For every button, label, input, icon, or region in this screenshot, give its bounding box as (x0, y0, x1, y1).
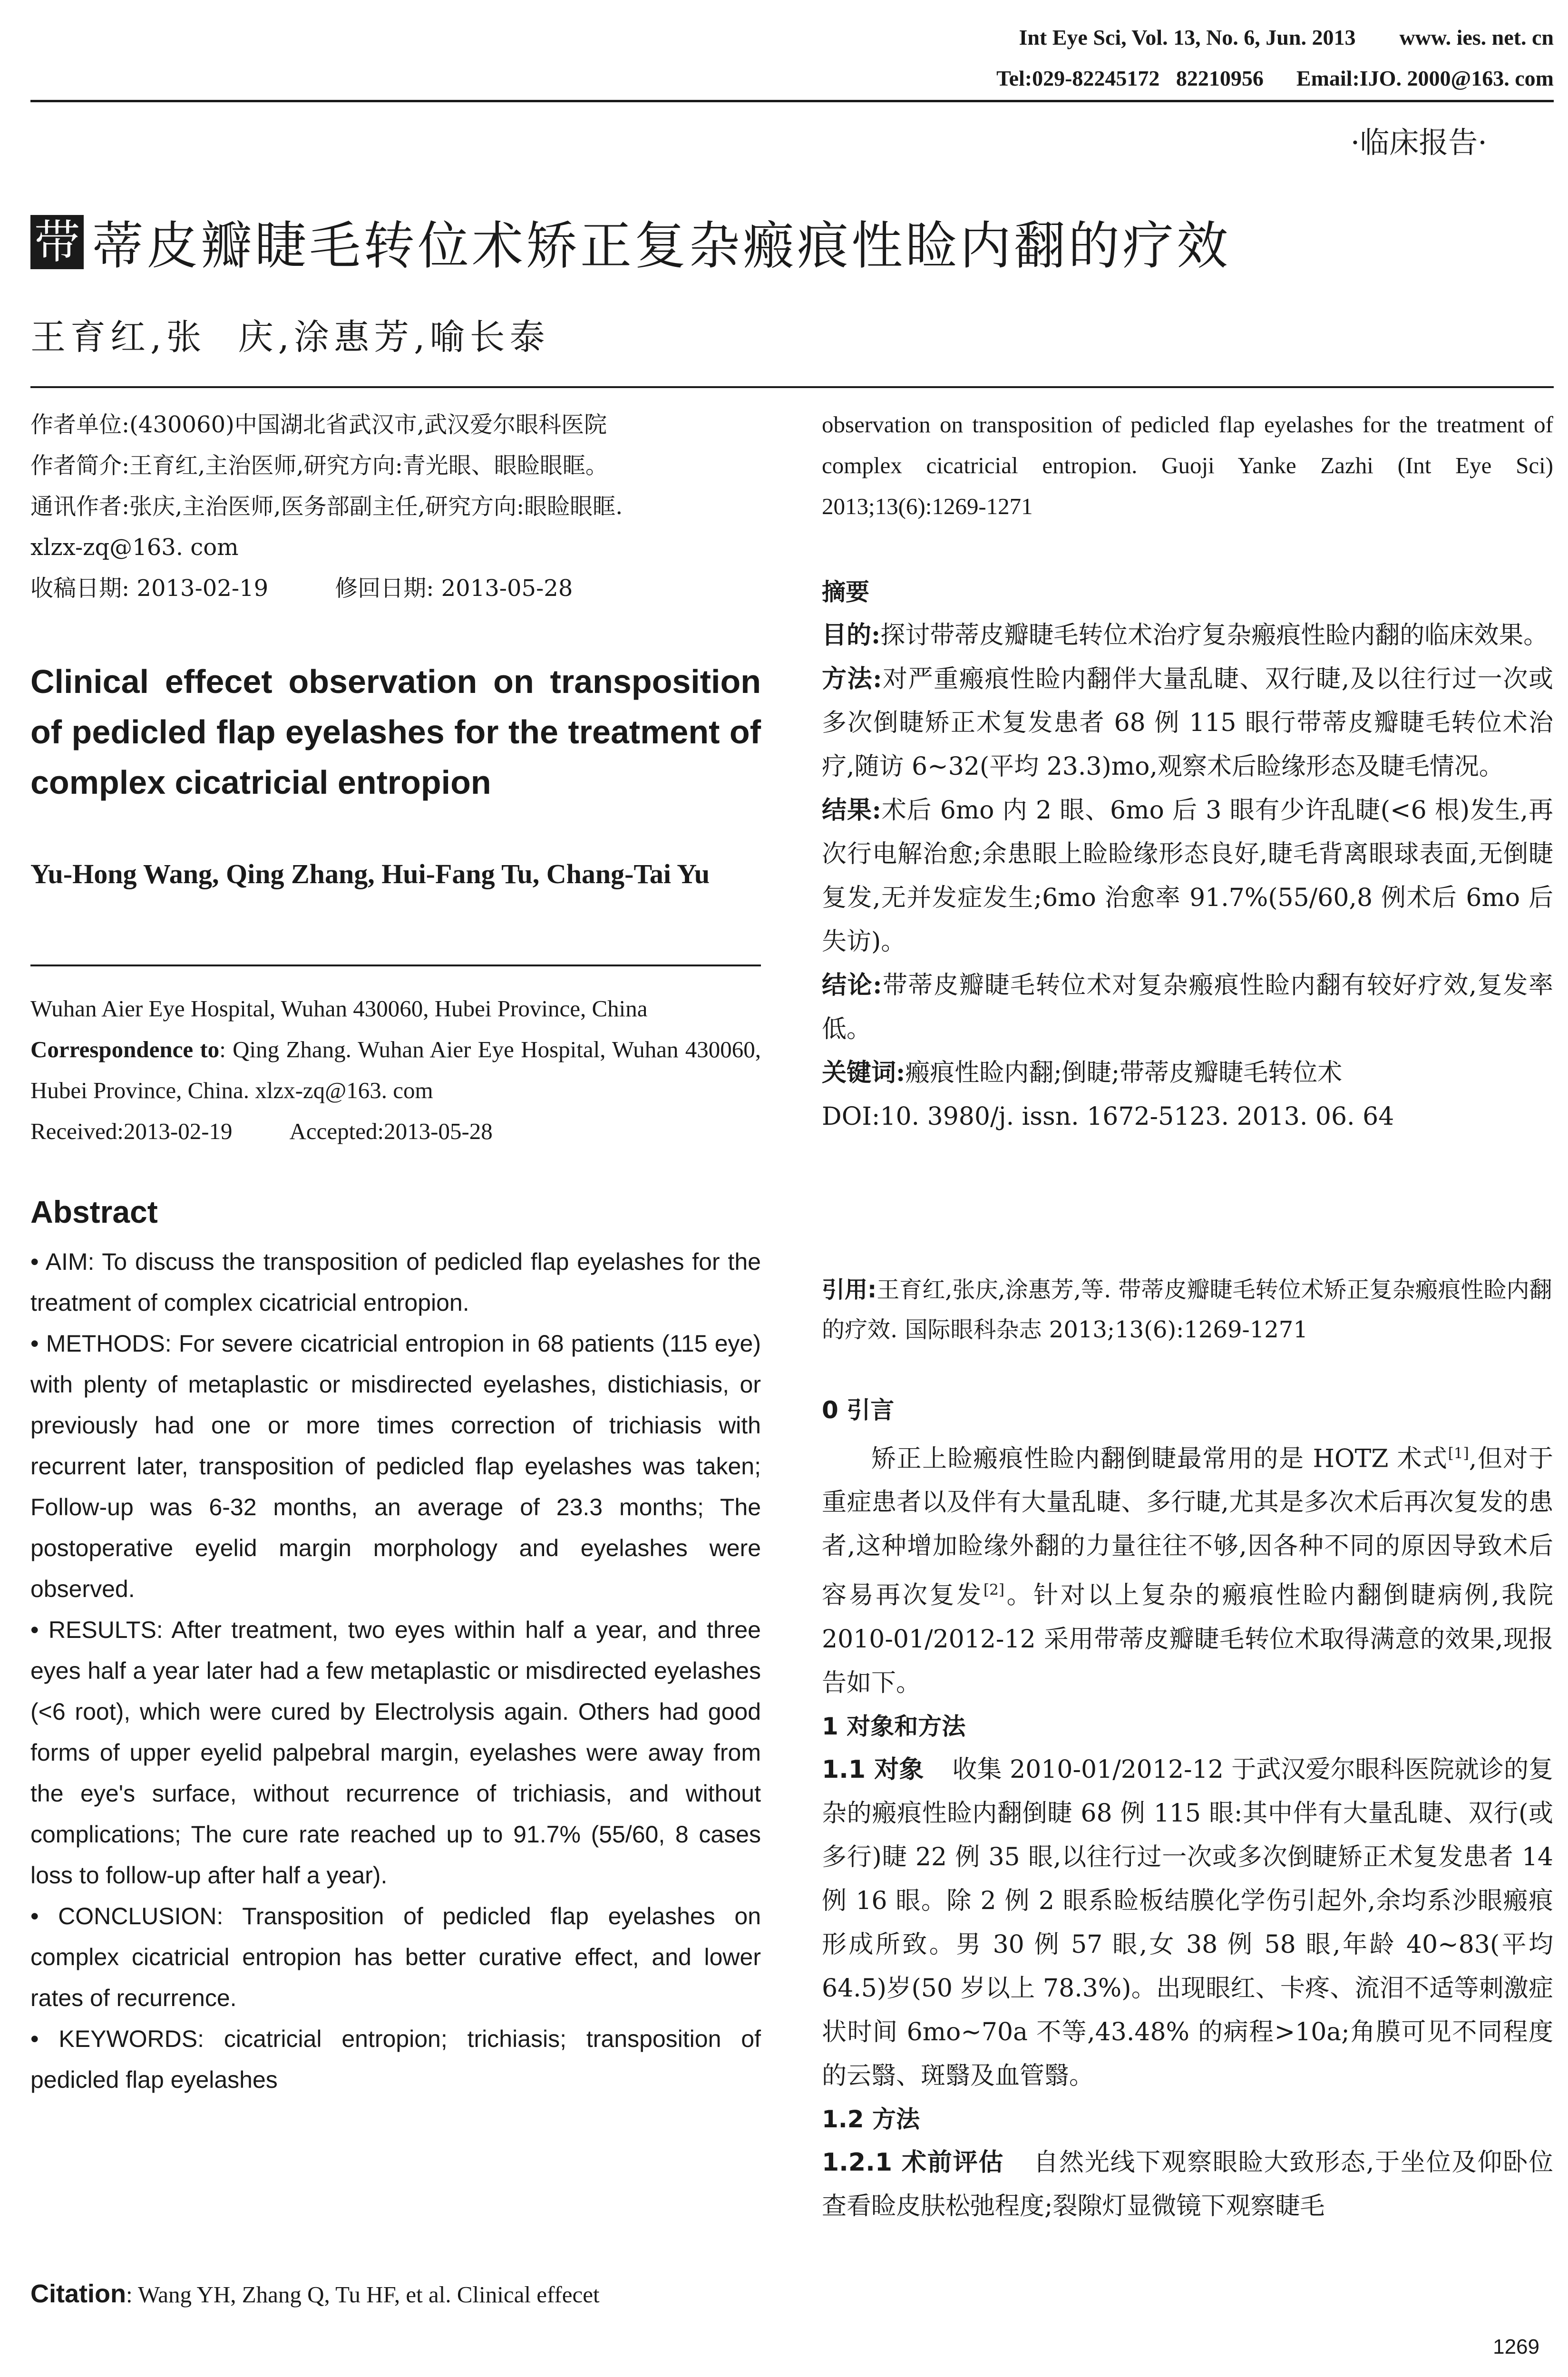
citation-continued: observation on transposition of pedicled flap eyelashes for the treatment of complex cicatricial entropion. Guoji Yanke Zazhi (Int Eye Sci) 2013;13(6):1269-1271 (822, 411, 1553, 519)
cn-keywords (822, 1051, 1553, 1095)
cn-aim-label: 目的: (822, 621, 881, 650)
english-authors-rule (30, 964, 761, 966)
section-1-1 (822, 1748, 1553, 2098)
cn-results-text: 术后 6mo 内 2 眼、6mo 后 3 眼有少许乱睫(<6 根)发生,再次行电解治愈;余患眼上睑睑缘形态良好,睫毛背离眼球表面,无倒睫复发,无并发症发生;6mo 治愈率 91.7%(55/60,8 例术后 6mo 后失访)。 (822, 796, 1553, 956)
page-number: 1269 (1493, 2335, 1539, 2358)
section-1-2-heading: 1.2 方法 (822, 2105, 920, 2133)
ref-1: [1] (1448, 1445, 1469, 1462)
english-correspondence (30, 1029, 761, 1111)
intro-text-a: 矫正上睑瘢痕性睑内翻倒睫最常用的是 HOTZ 术式 (871, 1444, 1448, 1473)
abstract-heading: Abstract (30, 1194, 158, 1229)
ref-2: [2] (983, 1581, 1005, 1599)
section-1-1-text: 收集 2010-01/2012-12 于武汉爱尔眼科医院就诊的复杂的瘢痕性睑内翻倒睫 68 例 115 眼:其中伴有大量乱睫、双行(或多行)睫 22 例 35 眼,以往行过一次或多次倒睫矫正术复发患者 14 例 16 眼。除 2 例 2 眼系睑板结膜化学伤引起外,余均系沙眼瘢痕形成所致。男 30 例 57 眼,女 38 例 58 眼,年龄 40~83(平均 64.5)岁(50 岁以上 78.3%)。出现眼红、卡疼、流泪不适等刺激症状时间 6mo~70a 不等,43.48% 的病程>10a;角膜可见不同程度的云翳、斑翳及血管翳。 (822, 1755, 1553, 2090)
cn-aim (822, 614, 1553, 657)
cn-aim-text: 探讨带蒂皮瓣睫毛转位术治疗复杂瘢痕性睑内翻的临床效果。 (880, 621, 1549, 650)
intro-text-c: 。针对以上复杂的瘢痕性睑内翻倒睫病例,我院 2010-01/2012-12 采用带蒂皮瓣睫毛转位术取得满意的效果,现报告如下。 (822, 1581, 1553, 1697)
abstract-keywords: • KEYWORDS: cicatricial entropion; trichiasis; transposition of pedicled flap eyelashes (30, 2026, 761, 2093)
affiliation-cn: 作者单位:(430060)中国湖北省武汉市,武汉爱尔眼科医院 (30, 411, 607, 438)
title-first-char: 带 (30, 215, 84, 269)
title-rule (30, 386, 1554, 388)
abstract-conclusion: • CONCLUSION: Transposition of pedicled flap eyelashes on complex cicatricial entropion has better curative effect, and lower rates of recurrence. (30, 1903, 761, 2011)
section-1-1-label: 1.1 对象 (822, 1755, 924, 1784)
section-1-2-1-label: 1.2.1 术前评估 (822, 2148, 1004, 2177)
section-1-heading: 1 对象和方法 (822, 1712, 966, 1740)
journal-header-line: Int Eye Sci, Vol. 13, No. 6, Jun. 2013 www. ies. net. cn (1019, 25, 1554, 49)
section-tag: ·临床报告· (1350, 125, 1487, 160)
received-cn: 收稿日期: 2013-02-19 (30, 575, 269, 602)
citation-start: : Wang YH, Zhang Q, Tu HF, et al. Clinical effecet (126, 2281, 600, 2308)
revised-cn: 修回日期: 2013-05-28 (335, 575, 573, 602)
article-title: 蒂皮瓣睫毛转位术矫正复杂瘢痕性睑内翻的疗效 (92, 216, 1231, 276)
cn-abstract (822, 614, 1553, 1139)
intro-heading: 0 引言 (822, 1396, 895, 1424)
english-affiliation: Wuhan Aier Eye Hospital, Wuhan 430060, Hubei Province, China (30, 995, 648, 1022)
section-1-2-1-text: 自然光线下观察眼睑大致形态,于坐位及仰卧位查看睑皮肤松弛程度;裂隙灯显微镜下观察睫毛 (822, 2148, 1553, 2221)
author-bio-cn: 作者简介:王育红,主治医师,研究方向:青光眼、眼睑眼眶。 (30, 452, 608, 479)
english-authors: Yu-Hong Wang, Qing Zhang, Hui-Fang Tu, Chang-Tai Yu (30, 858, 710, 889)
cn-keywords-text: 瘢痕性睑内翻;倒睫;带蒂皮瓣睫毛转位术 (905, 1059, 1343, 1087)
citation-en (30, 2273, 761, 2315)
authors-cn: 王育红,张 庆,涂惠芳,喻长泰 (30, 317, 550, 358)
english-meta (30, 988, 761, 1152)
cn-results-label: 结果: (822, 796, 881, 825)
cn-conclusion-text: 带蒂皮瓣睫毛转位术对复杂瘢痕性睑内翻有较好疗效,复发率低。 (822, 971, 1553, 1043)
cn-methods-text: 对严重瘢痕性睑内翻伴大量乱睫、双行睫,及以往行过一次或多次倒睫矫正术复发患者 68 例 115 眼行带蒂皮瓣睫毛转位术治疗,随访 6~32(平均 23.3)mo,观察术后睑缘形态及睫毛情况。 (822, 665, 1553, 781)
dates-cn (30, 568, 761, 609)
cn-citation (822, 1270, 1553, 1350)
citation-label: Citation (30, 2280, 126, 2308)
cn-methods-label: 方法: (822, 664, 882, 693)
abstract-aim: • AIM: To discuss the transposition of pedicled flap eyelashes for the treatment of complex cicatricial entropion. (30, 1248, 761, 1316)
cn-conclusion-label: 结论: (822, 971, 882, 1000)
correspondence-text: : Qing Zhang. Wuhan Aier Eye Hospital, Wuhan 430060, Hubei Province, China. xlzx-zq@163. com (30, 1036, 761, 1103)
cn-citation-label: 引用: (822, 1276, 877, 1303)
cn-abstract-heading: 摘要 (822, 578, 869, 606)
correspondence-label: Correspondence to (30, 1036, 220, 1062)
english-abstract (30, 1241, 761, 2100)
header-rule (30, 100, 1554, 102)
cn-doi: DOI:10. 3980/j. issn. 1672-5123. 2013. 06. 64 (822, 1102, 1394, 1131)
abstract-methods: • METHODS: For severe cicatricial entropion in 68 patients (115 eye) with plenty of metaplastic or misdirected eyelashes, distichiasis, or previously had one or more times correction of trichiasis with recurrent later, transposition of pedicled flap eyelashes was taken; Follow-up was 6-32 months, an average of 23.3 months; The postoperative eyelid margin morphology and eyelashes were observed. (30, 1330, 761, 1602)
email-cn: xlzx-zq@163. com (30, 534, 239, 561)
english-accepted: Accepted:2013-05-28 (289, 1118, 493, 1144)
cn-keywords-label: 关键词: (822, 1058, 906, 1087)
english-dates (30, 1111, 761, 1152)
cn-results (822, 789, 1553, 964)
corresponding-cn: 通讯作者:张庆,主治医师,医务部副主任,研究方向:眼睑眼眶. (30, 493, 623, 520)
meta-cn-block (30, 404, 761, 609)
intro-text-b: ,但对于重症患者以及伴有大量乱睫、多行睫,尤其是多次术后再次复发的患者,这种增加睑缘外翻的力量往往不够,因各种不同的原因导致术后容易再次复发 (822, 1444, 1554, 1610)
abstract-results: • RESULTS: After treatment, two eyes within half a year, and three eyes half a year later had a few metaplastic or misdirected eyelashes (<6 root), which were cured by Electrolysis again. Others had good forms of upper eyelid palpebral margin, eyelashes were away from the eye's surface, without recurrence of trichiasis, and without complications; The cure rate reached up to 91.7% (55/60, 8 cases loss to follow-up after half a year). (30, 1617, 761, 1889)
journal-contact-line: Tel:029-82245172 82210956 Email:IJO. 2000@163. com (996, 66, 1554, 90)
cn-citation-text: 王育红,张庆,涂惠芳,等. 带蒂皮瓣睫毛转位术矫正复杂瘢痕性睑内翻的疗效. 国际眼科杂志 2013;13(6):1269-1271 (822, 1276, 1552, 1343)
cn-methods (822, 657, 1553, 789)
intro-paragraph (822, 1432, 1553, 1705)
cn-conclusion (822, 964, 1553, 1051)
english-received: Received:2013-02-19 (30, 1118, 233, 1144)
body-text (822, 1432, 1553, 2228)
english-title: Clinical effecet observation on transposition of pedicled flap eyelashes for the treatment of complex cicatricial entropion (30, 663, 761, 801)
section-1-2-1 (822, 2141, 1553, 2228)
